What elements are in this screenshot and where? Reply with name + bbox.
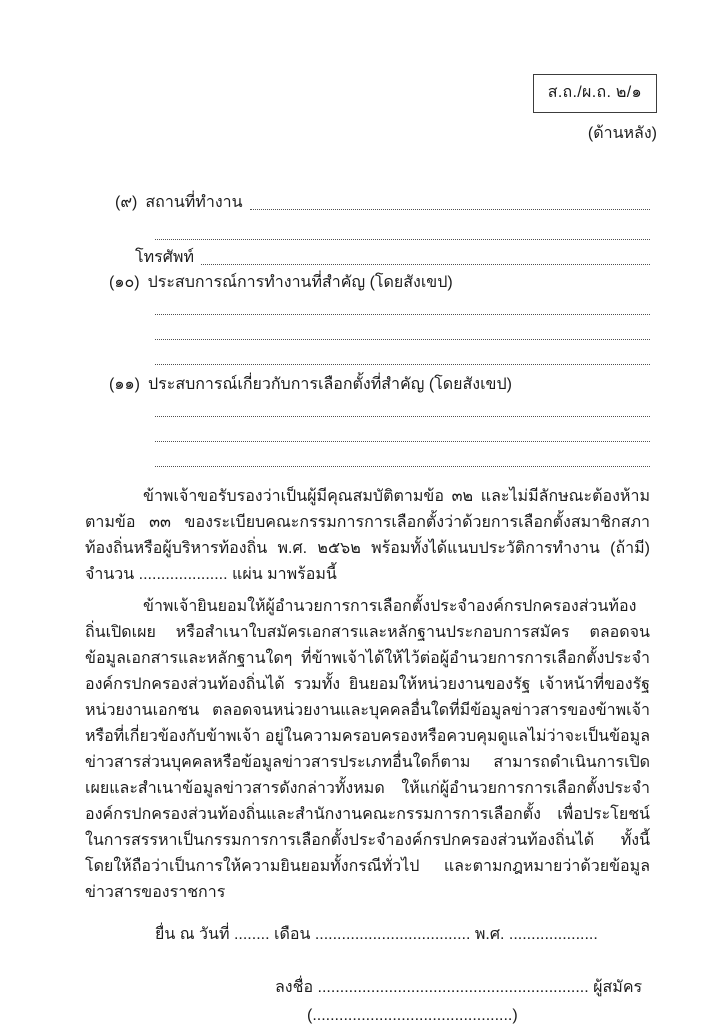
field-election-experience-number: (๑๑) <box>109 376 140 393</box>
work-experience-fill-line-3 <box>155 364 650 365</box>
certification-paragraph: ข้าพเจ้าขอรับรองว่าเป็นผู้มีคุณสมบัติตามข้อ ๓๒ และไม่มีลักษณะต้องห้ามตามข้อ ๓๓ ของระเบียบคณะกรรมการการเลือกตั้งว่าด้วยการเลือกตั้งสมาชิกสภาท้องถิ่นหรือผู้บริหารท้องถิ่น พ.ศ. ๒๕๖๒ พร้อมทั้งได้แนบประวัติการทำงาน (ถ้ามี) จำนวน .................... แผ่น มาพร้อมนี้ <box>85 488 650 583</box>
field-workplace <box>115 190 650 215</box>
work-experience-row <box>155 295 650 320</box>
field-work-experience <box>109 270 650 295</box>
signature-name-line: (.............................................) <box>307 1007 518 1024</box>
form-code-box <box>533 74 657 113</box>
workplace-fill-line-1 <box>250 209 650 210</box>
election-experience-row <box>155 397 650 422</box>
work-experience-fill-line-2 <box>155 339 650 340</box>
election-experience-fill-line-1 <box>155 416 650 417</box>
field-phone-label: โทรศัพท์ <box>135 249 194 266</box>
workplace-continuation-row <box>155 220 650 245</box>
form-code: ส.ถ./ผ.ถ. ๒/๑ <box>547 84 642 101</box>
work-experience-row <box>155 345 650 370</box>
signature-line: ลงชื่อ ............................................................. ผู้สมัคร <box>275 979 643 996</box>
election-experience-row <box>155 422 650 447</box>
field-workplace-label: สถานที่ทำงาน <box>145 194 243 211</box>
form-body <box>85 190 650 1024</box>
phone-fill-line <box>201 264 650 265</box>
field-election-experience-label: ประสบการณ์เกี่ยวกับการเลือกตั้งที่สำคัญ (โดยสังเขป) <box>147 376 512 393</box>
work-experience-fill-line-1 <box>155 314 650 315</box>
submission-date-line: ยื่น ณ วันที่ ........ เดือน ................................... พ.ศ. .................... <box>155 926 598 943</box>
workplace-fill-line-2 <box>155 239 650 240</box>
election-experience-fill-line-2 <box>155 441 650 442</box>
back-side-label: (ด้านหลัง) <box>587 125 657 142</box>
election-experience-row <box>155 447 650 472</box>
election-experience-fill-line-3 <box>155 466 650 467</box>
field-work-experience-label: ประสบการณ์การทำงานที่สำคัญ (โดยสังเขป) <box>147 274 453 291</box>
work-experience-row <box>155 320 650 345</box>
consent-paragraph: ข้าพเจ้ายินยอมให้ผู้อำนวยการการเลือกตั้งประจำองค์กรปกครองส่วนท้องถิ่นเปิดเผย หรือสำเนาใบสมัครเอกสารและหลักฐานประกอบการสมัคร ตลอดจนข้อมูลเอกสารและหลักฐานใดๆ ที่ข้าพเจ้าได้ให้ไว้ต่อผู้อำนวยการการเลือกตั้งประจำองค์กรปกครองส่วนท้องถิ่นได้ รวมทั้ง ยินยอมให้หน่วยงานของรัฐ เจ้าหน้าที่ของรัฐ หน่วยงานเอกชน ตลอดจนหน่วยงานและบุคคลอื่นใดที่มีข้อมูลข่าวสารของข้าพเจ้าหรือที่เกี่ยวข้องกับข้าพเจ้า อยู่ในความครอบครองหรือควบคุมดูแลไม่ว่าจะเป็นข้อมูลข่าวสารส่วนบุคคลหรือข้อมูลข่าวสารประเภทอื่นใดก็ตาม สามารถดำเนินการเปิดเผยและสำเนาข้อมูลข่าวสารดังกล่าวทั้งหมด ให้แก่ผู้อำนวยการการเลือกตั้งประจำองค์กรปกครองส่วนท้องถิ่นและสำนักงานคณะกรรมการการเลือกตั้ง เพื่อประโยชน์ในการสรรหาเป็นกรรมการการเลือกตั้งประจำองค์กรปกครองส่วนท้องถิ่นได้ ทั้งนี้ โดยให้ถือว่าเป็นการให้ความยินยอมทั้งกรณีทั่วไป และตามกฎหมายว่าด้วยข้อมูลข่าวสารของราชการ <box>85 598 650 901</box>
field-workplace-number: (๙) <box>115 194 138 211</box>
field-phone <box>135 245 650 270</box>
field-election-experience <box>109 372 650 397</box>
field-work-experience-number: (๑๐) <box>109 274 140 291</box>
